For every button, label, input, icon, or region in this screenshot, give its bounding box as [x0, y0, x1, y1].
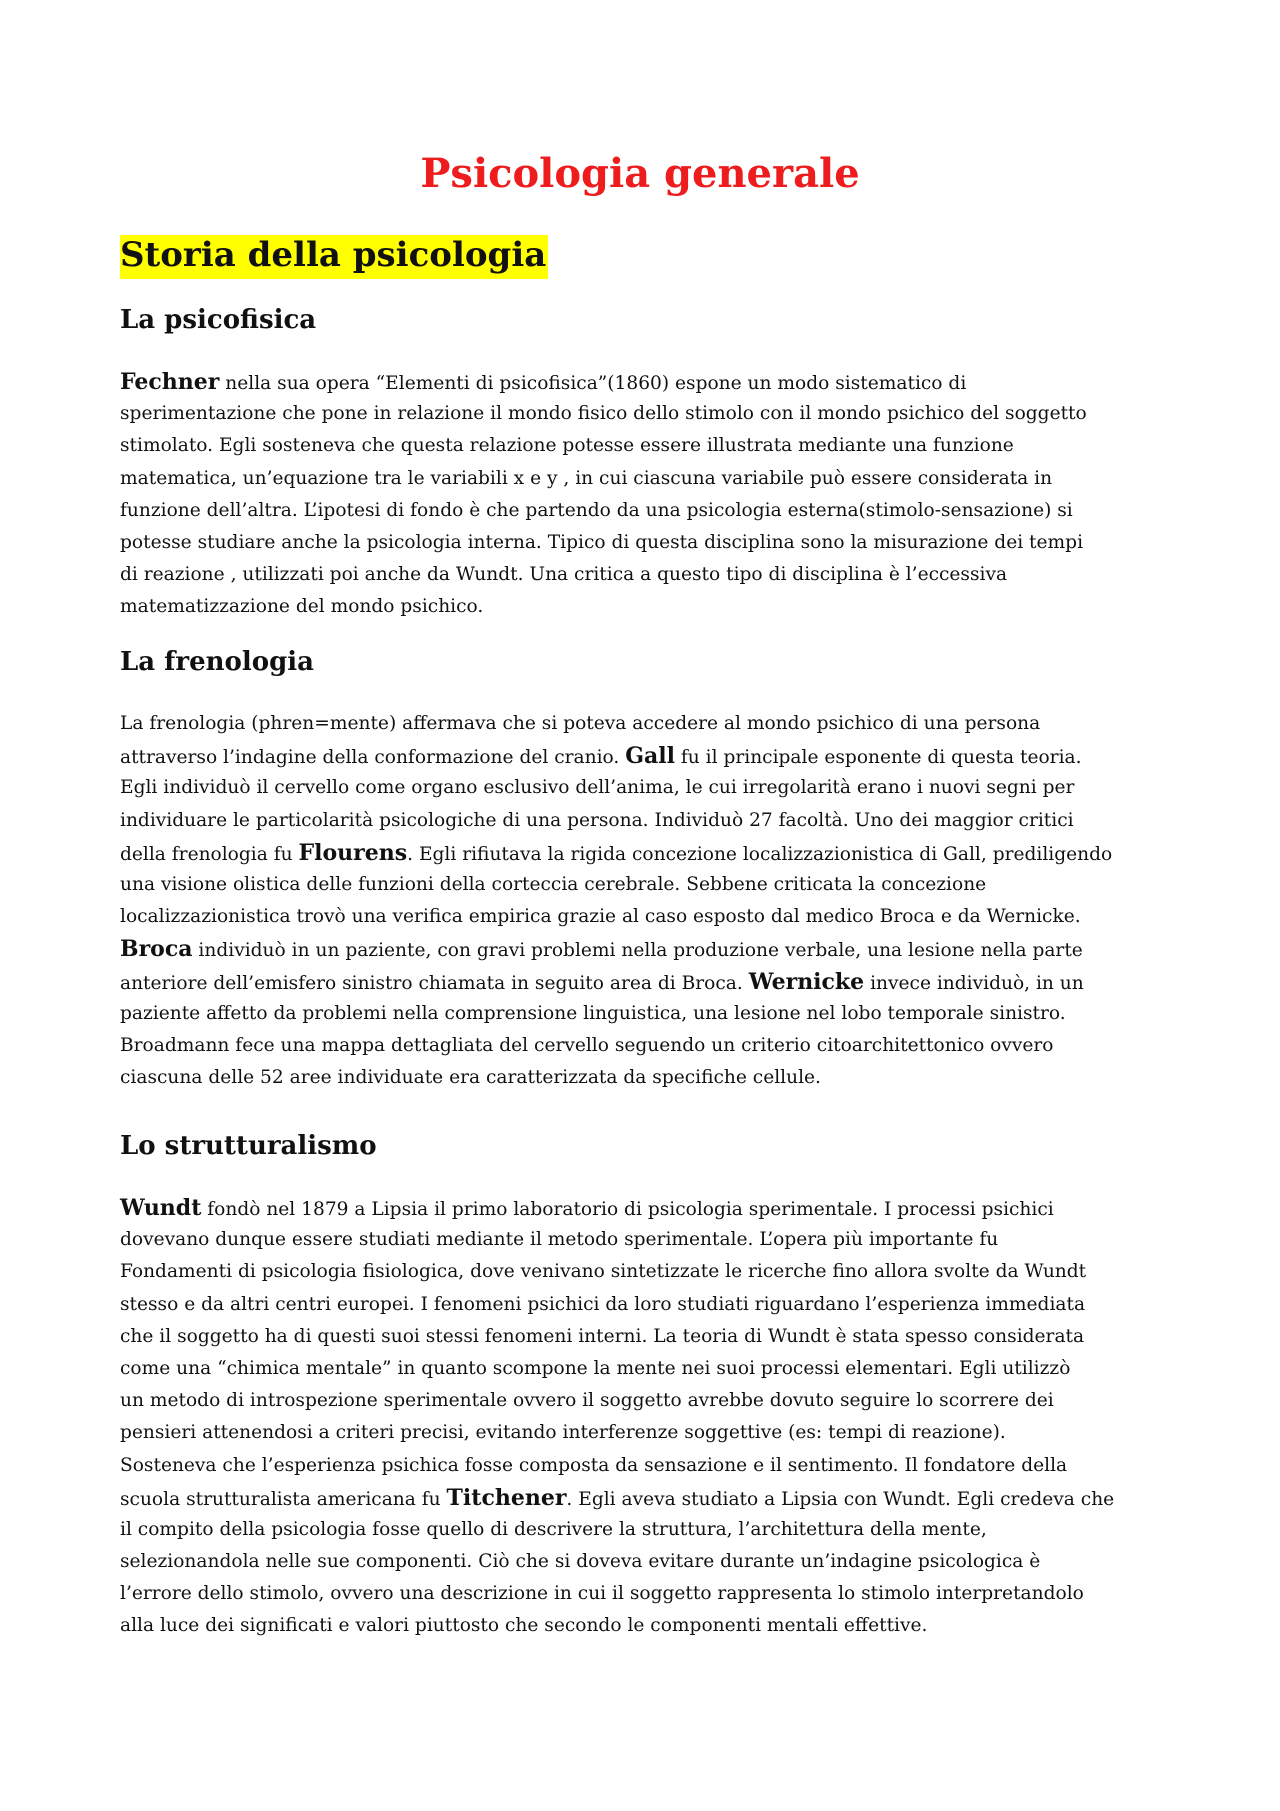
text-line [120, 527, 1170, 559]
text-run: dovevano dunque essere studiati mediante il metodo sperimentale. L’opera più importante fu [120, 1229, 999, 1251]
text-run: un metodo di introspezione sperimentale ovvero il soggetto avrebbe dovuto seguire lo scorrere dei [120, 1390, 1054, 1412]
text-run: come una “chimica mentale” in quanto scompone la mente nei suoi processi elementari. Egli utilizzò [120, 1357, 1071, 1379]
text-line [120, 495, 1170, 527]
text-run: di reazione , utilizzati poi anche da Wundt. Una critica a questo tipo di disciplina è l’eccessiva [120, 564, 1008, 586]
text-line [120, 901, 1170, 933]
text-line [120, 1062, 1170, 1094]
text-run: selezionandola nelle sue componenti. Ciò che si doveva evitare durante un’indagine psicologica è [120, 1551, 1041, 1573]
text-line [120, 1514, 1170, 1546]
text-run: La frenologia (phren=mente) affermava che si poteva accedere al mondo psichico di una persona [120, 713, 1041, 734]
text-run: scuola strutturalista americana fu [120, 1488, 447, 1510]
text-line [120, 559, 1170, 591]
text-line [120, 1417, 1170, 1449]
text-run: della frenologia fu [120, 843, 299, 865]
section-heading-highlight: Storia della psicologia [120, 235, 548, 279]
text-run: il compito della psicologia fosse quello di descrivere la struttura, l’architettura della mente, [120, 1518, 987, 1540]
text-run: anteriore dell’emisfero sinistro chiamata in seguito area di Broca. [120, 972, 749, 994]
text-run: attraverso l’indagine della conformazione del cranio. [120, 747, 626, 769]
text-run: potesse studiare anche la psicologia interna. Tipico di questa disciplina sono la misurazione dei tempi [120, 531, 1084, 553]
text-run: Egli individuò il cervello come organo esclusivo dell’anima, le cui irregolarità erano i nuovi segni per [120, 777, 1075, 799]
text-run: che il soggetto ha di questi suoi stessi fenomeni interni. La teoria di Wundt è stata spesso considerata [120, 1325, 1085, 1347]
text-line [120, 463, 1170, 495]
bold-name: Wundt [120, 1195, 202, 1221]
bold-name: Wernicke [748, 968, 865, 995]
text-line [120, 1610, 1170, 1642]
text-line [120, 998, 1170, 1030]
text-line [120, 1289, 1170, 1321]
text-run: paziente affetto da problemi nella comprensione linguistica, una lesione nel lobo temporale sinistro. [120, 1002, 1066, 1024]
text-line [120, 805, 1170, 837]
text-line [120, 1256, 1170, 1288]
bold-name: Titchener [446, 1484, 567, 1511]
text-line [120, 1353, 1170, 1385]
document-title: Psicologia generale [420, 150, 860, 197]
text-line [120, 591, 1170, 623]
text-run: Sosteneva che l’esperienza psichica fosse composta da sensazione e il sentimento. Il fondatore della [120, 1454, 1068, 1476]
text-line [120, 933, 1170, 965]
text-run: invece individuò, in un [864, 972, 1084, 994]
text-line [120, 398, 1170, 430]
text-line [120, 1546, 1170, 1578]
text-line [120, 837, 1170, 869]
bold-name: Fechner [120, 369, 220, 395]
section-heading [120, 229, 548, 281]
text-line [120, 740, 1170, 772]
text-run: alla luce dei significati e valori piuttosto che secondo le componenti mentali effettive. [120, 1615, 928, 1637]
text-line [120, 708, 1170, 740]
text-line [120, 1482, 1170, 1514]
bold-name: Gall [625, 743, 675, 770]
text-run: matematica, un’equazione tra le variabili x e y , in cui ciascuna variabile può essere considerata in [120, 467, 1053, 489]
heading-strutturalismo: Lo strutturalismo [120, 1131, 377, 1161]
text-run: stimolato. Egli sosteneva che questa relazione potesse essere illustrata mediante una funzione [120, 435, 1014, 457]
text-run: localizzazionistica trovò una verifica empirica grazie al caso esposto dal medico Broca e da Wernicke. [120, 906, 1081, 928]
text-line [120, 1450, 1170, 1482]
heading-psicofisica: La psicofisica [120, 305, 317, 335]
bold-name: Flourens [298, 839, 408, 866]
text-run: funzione dell’altra. L’ipotesi di fondo è che partendo da una psicologia esterna(stimolo-sensazione) si [120, 499, 1073, 521]
text-run: ciascuna delle 52 aree individuate era caratterizzata da specifiche cellule. [120, 1067, 821, 1089]
text-run: fondò nel 1879 a Lipsia il primo laboratorio di psicologia sperimentale. I processi psichici [201, 1199, 1054, 1220]
text-run: . Egli aveva studiato a Lipsia con Wundt. Egli credeva che [566, 1488, 1115, 1510]
text-line [120, 869, 1170, 901]
text-run: Fondamenti di psicologia fisiologica, dove venivano sintetizzate le ricerche fino allora svolte da Wundt [120, 1261, 1087, 1283]
text-run: sperimentazione che pone in relazione il mondo fisico dello stimolo con il mondo psichico del soggetto [120, 403, 1087, 425]
text-line [120, 1578, 1170, 1610]
text-run: nella sua opera “Elementi di psicofisica”(1860) espone un modo sistematico di [219, 373, 967, 394]
paragraph-frenologia [120, 708, 1170, 1094]
text-run: . Egli rifiutava la rigida concezione localizzazionistica di Gall, prediligendo [407, 843, 1113, 865]
text-run: Broadmann fece una mappa dettagliata del cervello seguendo un criterio citoarchitettonico ovvero [120, 1034, 1054, 1056]
text-line [120, 1224, 1170, 1256]
text-line [120, 966, 1170, 998]
text-line [120, 1192, 1170, 1224]
bold-name: Broca [120, 936, 193, 963]
text-run: stesso e da altri centri europei. I fenomeni psichici da loro studiati riguardano l’esperienza immediata [120, 1293, 1086, 1315]
text-run: l’errore dello stimolo, ovvero una descrizione in cui il soggetto rappresenta lo stimolo interpretandolo [120, 1583, 1084, 1605]
text-run: matematizzazione del mondo psichico. [120, 596, 484, 618]
text-line [120, 1385, 1170, 1417]
text-run: fu il principale esponente di questa teoria. [674, 747, 1082, 769]
text-run: individuò in un paziente, con gravi problemi nella produzione verbale, una lesione nella parte [192, 940, 1083, 962]
text-line [120, 1321, 1170, 1353]
paragraph-psicofisica [120, 366, 1170, 624]
text-run: pensieri attenendosi a criteri precisi, evitando interferenze soggettive (es: tempi di reazione). [120, 1422, 1006, 1444]
text-line [120, 772, 1170, 804]
text-line [120, 430, 1170, 462]
text-line [120, 366, 1170, 398]
paragraph-strutturalismo [120, 1192, 1170, 1643]
text-run: una visione olistica delle funzioni della corteccia cerebrale. Sebbene criticata la concezione [120, 873, 987, 895]
heading-frenologia: La frenologia [120, 647, 314, 677]
text-line [120, 1030, 1170, 1062]
text-run: individuare le particolarità psicologiche di una persona. Individuò 27 facoltà. Uno dei maggior critici [120, 809, 1074, 831]
